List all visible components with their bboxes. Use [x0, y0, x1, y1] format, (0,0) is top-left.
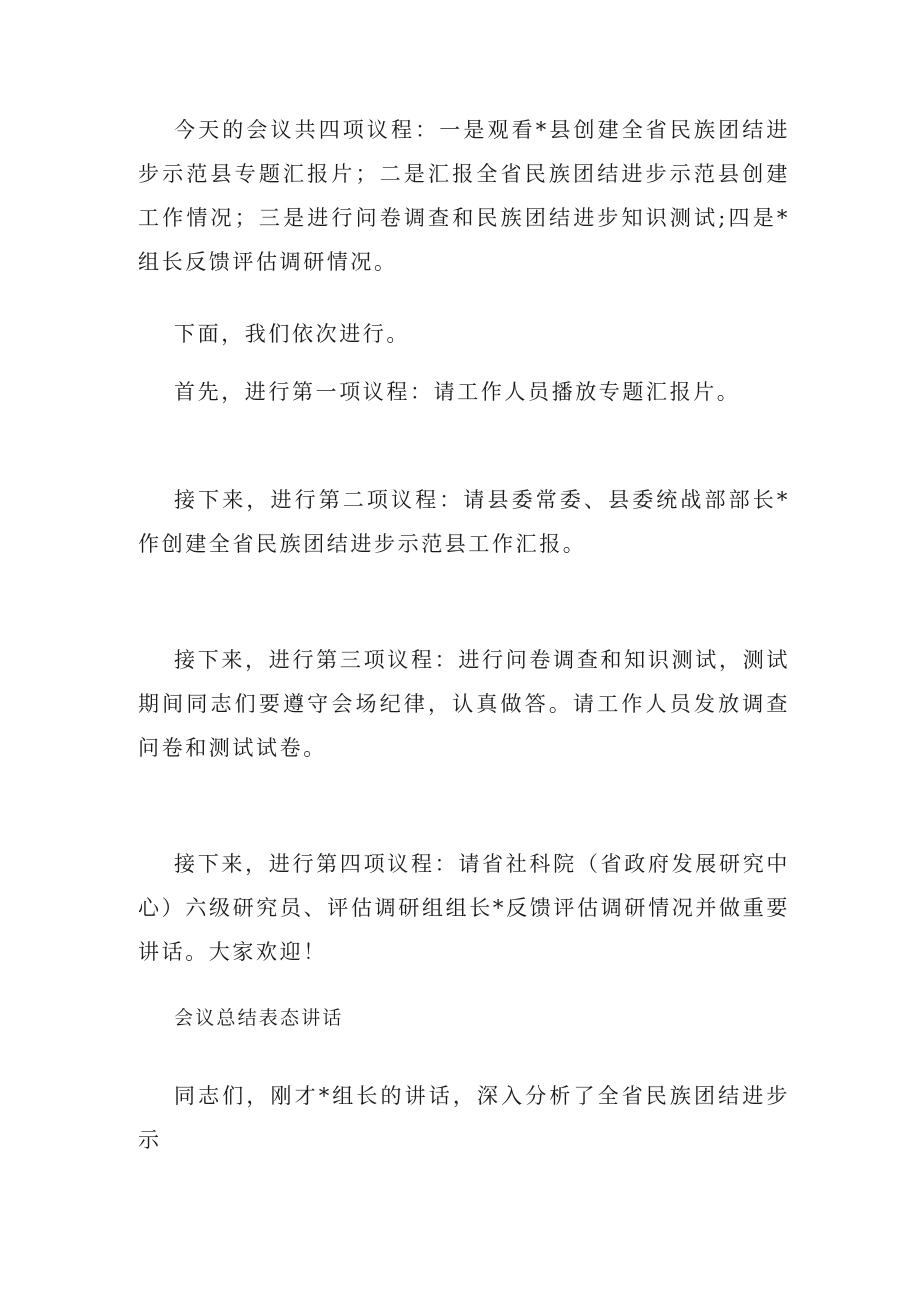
paragraph-closing: 同志们，刚才*组长的讲话，深入分析了全省民族团结进步示: [138, 1084, 790, 1152]
paragraph-agenda-overview: 今天的会议共四项议程：一是观看*县创建全省民族团结进步示范县专题汇报片；二是汇报全省民族团结进步示范县创建工作情况；三是进行问卷调查和民族团结进步知识测试;四是*组长反馈评估调研情况。: [138, 118, 790, 274]
paragraph-agenda-item-4: 接下来，进行第四项议程：请省社科院（省政府发展研究中心）六级研究员、评估调研组组长*反馈评估调研情况并做重要讲话。大家欢迎！: [138, 852, 790, 964]
paragraph-agenda-item-2: 接下来，进行第二项议程：请县委常委、县委统战部部长*作创建全省民族团结进步示范县工作汇报。: [138, 488, 790, 556]
paragraph-agenda-item-1: 首先，进行第一项议程：请工作人员播放专题汇报片。: [174, 380, 741, 404]
section-heading: 会议总结表态讲话: [174, 1007, 344, 1029]
paragraph-proceed: 下面，我们依次进行。: [174, 322, 410, 346]
paragraph-agenda-item-3: 接下来，进行第三项议程：进行问卷调查和知识测试，测试期间同志们要遵守会场纪律，认真做答。请工作人员发放调查问卷和测试试卷。: [138, 648, 790, 760]
